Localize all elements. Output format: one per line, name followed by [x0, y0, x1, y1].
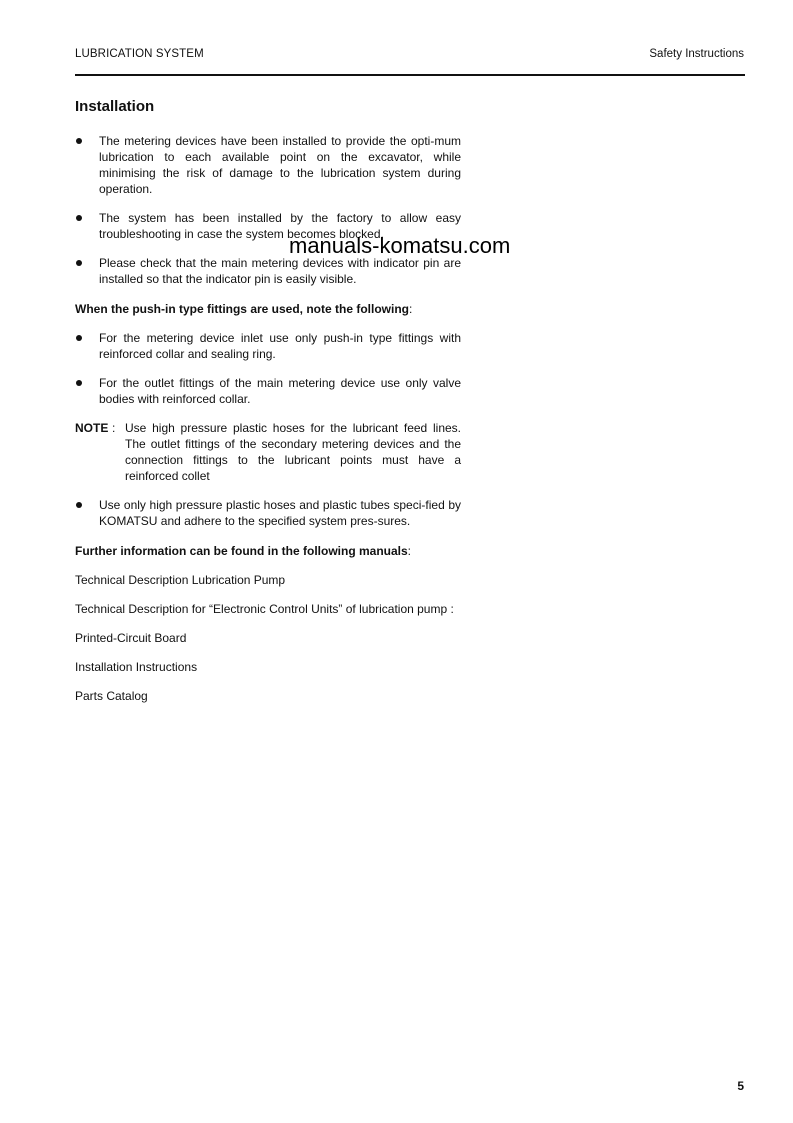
manual-reference: Technical Description Lubrication Pump — [75, 573, 286, 587]
bullet-text: Please check that the main metering devices with indicator pin are installed so that the indicator pin is easily visible. — [99, 256, 461, 286]
bullet-item — [75, 255, 461, 287]
bullet-dot-icon — [76, 335, 82, 341]
section-title: Installation — [75, 98, 155, 115]
bullet-item — [75, 133, 461, 197]
header-divider — [75, 74, 745, 76]
page-number: 5 — [737, 1079, 744, 1093]
bullet-text: For the metering device inlet use only push-in type fittings with reinforced collar and sealing ring. — [99, 331, 461, 361]
manuals-heading-colon: : — [407, 544, 412, 558]
manual-reference: Installation Instructions — [75, 660, 198, 674]
bullet-text: The system has been installed by the factory to allow easy troubleshooting in case the system becomes blocked. — [99, 211, 461, 241]
bullet-dot-icon — [76, 502, 82, 508]
note-label: NOTE — [75, 421, 109, 435]
push-in-heading — [75, 301, 461, 317]
push-in-heading-text: When the push-in type fittings are used, note the following — [75, 302, 409, 316]
bullet-dot-icon — [76, 380, 82, 386]
running-header-left: LUBRICATION SYSTEM — [75, 48, 204, 60]
note-block — [75, 420, 461, 484]
bullet-item — [75, 330, 461, 362]
manuals-heading-text: Further information can be found in the following manuals — [75, 544, 408, 558]
main-content — [75, 98, 461, 717]
manuals-heading — [75, 543, 461, 559]
bullet-dot-icon — [76, 138, 82, 144]
manual-reference: Printed-Circuit Board — [75, 631, 187, 645]
bullet-item — [75, 375, 461, 407]
push-in-heading-colon: : — [409, 302, 413, 316]
manual-reference: Parts Catalog — [75, 689, 148, 703]
note-text: Use high pressure plastic hoses for the lubricant feed lines. The outlet fittings of the secondary metering devices and the connection fittings to the lubricant points must have a reinforced collet — [125, 421, 461, 483]
bullet-dot-icon — [76, 260, 82, 266]
bullet-dot-icon — [76, 215, 82, 221]
bullet-text: Use only high pressure plastic hoses and plastic tubes speci-fied by KOMATSU and adhere to the specified system pres-sures. — [99, 498, 461, 528]
running-header-right: Safety Instructions — [649, 48, 744, 60]
watermark-text: manuals-komatsu.com — [289, 233, 511, 258]
manual-reference: Technical Description for “Electronic Control Units” of lubrication pump : — [75, 602, 454, 616]
bullet-text: The metering devices have been installed to provide the opti-mum lubrication to each available point on the excavator, while minimising the risk of damage to the lubrication system during operation. — [99, 134, 461, 196]
bullet-item — [75, 497, 461, 529]
bullet-text: For the outlet fittings of the main metering device use only valve bodies with reinforced collar. — [99, 376, 461, 406]
note-colon: : — [112, 421, 116, 435]
